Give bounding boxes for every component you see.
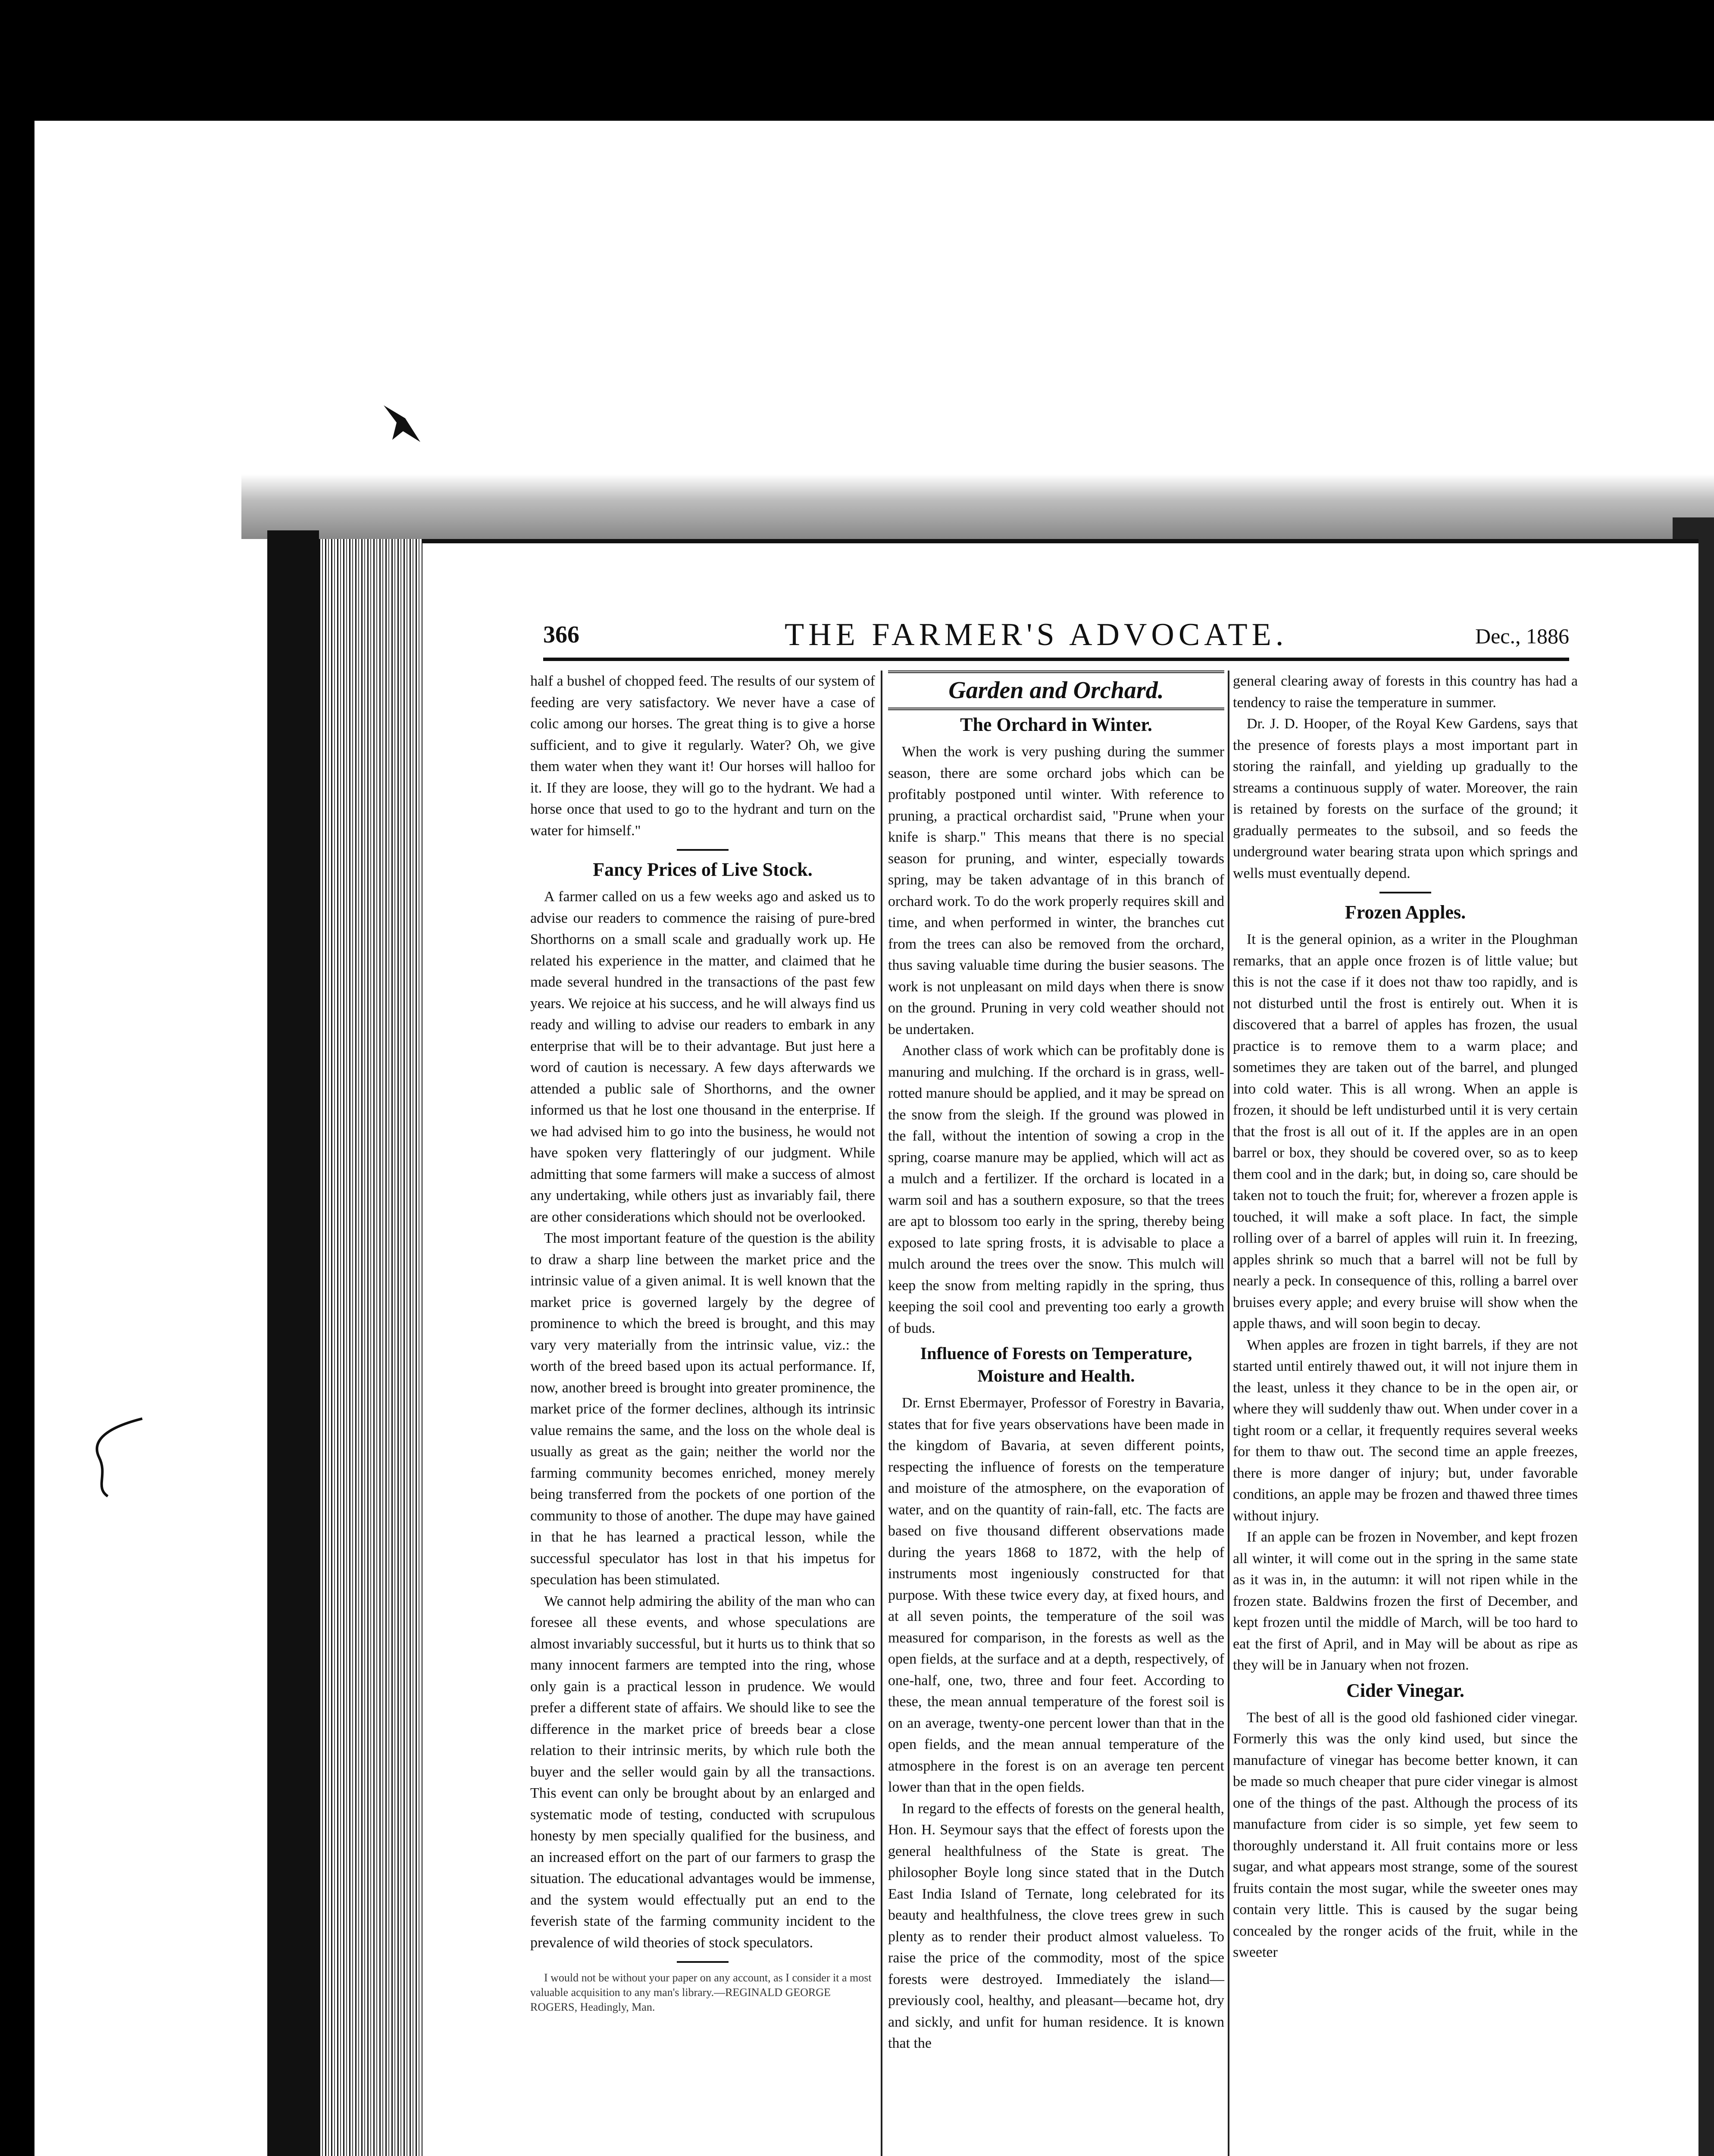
- article-separator: [677, 849, 729, 851]
- page-number: 366: [543, 621, 579, 648]
- issue-date: Dec., 1886: [1475, 624, 1569, 648]
- book-spine: [267, 530, 319, 2156]
- article-separator: [677, 1961, 729, 1963]
- column-2: [888, 671, 1224, 2054]
- article-heading: Influence of Forests on Temperature, Moisture and Health.: [920, 1344, 1192, 1385]
- ink-blot-mark: [379, 401, 427, 448]
- masthead-title: THE FARMER'S ADVOCATE.: [785, 617, 1288, 652]
- article-paragraph: Dr. Ernst Ebermayer, Professor of Forestry in Bavaria, states that for five years observations have been made in the kingdom of Bavaria, at seven different points, respecting the influence of forests on the temperature and moisture of the atmosphere, on the evaporation of water, and on the quantity of rain-fall, etc. The facts are based on five thousand different observations made during the years 1868 to 1872, with the help of instruments most ingeniously constructed for that purpose. With these twice every day, at fixed hours, and at all seven points, the temperature of the soil was measured for comparison, in the forests as well as the open fields, at the surface and at a depth, respectively, of one-half, one, two, three and four feet. According to these, the mean annual temperature of the forest soil is on an average, twenty-one percent lower than that in the open fields, and the mean annual temperature of the atmosphere in the forest is on an average ten percent lower than that in the open fields.: [888, 1395, 1224, 1795]
- article-paragraph: When the work is very pushing during the summer season, there are some orchard jobs which can be profitably postponed until winter. With reference to pruning, a practical orchardist said, "Prune when your knife is sharp." This means that there is no special season for pruning, and winter, especially towards spring, may be taken advantage of in this branch of orchard work. To do the work properly requires skill and time, and when performed in winter, the branches cut from the trees can also be removed from the orchard, thus saving valuable time during the busier seasons. The work is not unpleasant on mild days when there is snow on the ground. Pruning in very cold weather should not be undertaken.: [888, 744, 1224, 1037]
- article-separator: [1379, 892, 1431, 893]
- section-title: Garden and Orchard.: [888, 671, 1224, 710]
- column-3: [1233, 671, 1578, 1963]
- article-paragraph: We cannot help admiring the ability of the man who can foresee all these events, and whose speculations are almost invariably successful, but it hurts us to think that so many innocent farmers are tempted into the ring, whose only gain is a practical lesson in prudence. We would prefer a different state of affairs. We should like to see the difference in the market price of breeds bear a close relation to their intrinsic merits, by which rule both the buyer and the seller would gain by all the transactions. This event can only be brought about by an enlarged and systematic mode of testing, conducted with scrupulous honesty by men specially qualified for the business, and an increased effort on the part of our farmers to grasp the situation. The educational advantages would be immense, and the system would effectually put an end to the feverish state of the farming community incident to the prevalence of wild theories of stock speculators.: [530, 1593, 875, 1951]
- article-continuation: general clearing away of forests in this country has had a tendency to raise the temperature in summer.: [1233, 673, 1578, 711]
- article-paragraph: A farmer called on us a few weeks ago and asked us to advise our readers to commence the raising of pure-bred Shorthorns on a small scale and gradually work up. He related his experience in the matter, and claimed that he made several hundred in the transactions of the past few years. We rejoice at his success, and he will always find us ready and willing to advise our readers to embark in any enterprise that will be to their advantage. But just here a word of caution is necessary. A few days afterwards we attended a public sale of Shorthorns, and the owner informed us that he lost one thousand in the enterprise. If we had advised him to go into the business, he would not have spoken very flatteringly of our judgment. While admitting that some farmers will make a success of almost any undertaking, while others just as invariably fail, there are other considerations which should not be overlooked.: [530, 889, 875, 1225]
- book-top-shadow: [241, 474, 1714, 539]
- article-heading: Cider Vinegar.: [1346, 1680, 1464, 1701]
- article-paragraph: Another class of work which can be profitably done is manuring and mulching. If the orchard is in grass, well-rotted manure should be applied, and it may be spread on the snow from the sleigh. If the ground was plowed in the fall, without the intention of sowing a crop in the spring, coarse manure may be applied, which will act as a mulch and a fertilizer. If the orchard is located in a warm soil and has a southern exposure, so that the trees are apt to blossom too early in the spring, thereby being exposed to late spring frosts, it is advisable to place a mulch around the trees over the snow. This mulch will keep the snow from melting rapidly in the spring, thus keeping the soil cool and preventing too early a growth of buds.: [888, 1043, 1224, 1336]
- column-divider: [881, 671, 882, 2156]
- article-paragraph: Dr. J. D. Hooper, of the Royal Kew Gardens, says that the presence of forests plays a most important part in storing the rainfall, and yielding up gradually to the streams a continuous supply of water. Moreover, the rain is retained by forests on the surface of the ground; it gradually permeates to the subsoil, and so feeds the underground water bearing strata upon which springs and wells must eventually depend.: [1233, 716, 1578, 881]
- article-paragraph: In regard to the effects of forests on the general health, Hon. H. Seymour says that the effect of forests upon the general healthfulness of the State is great. The philosopher Boyle long since stated that in the Dutch East India Island of Ternate, long celebrated for its beauty and healthfulness, the clove trees grew in such plenty as to render their product almost valueless. To raise the price of the commodity, most of the spice forests were destroyed. Immediately the island—previously cool, healthy, and pleasant—became hot, dry and sickly, and unfit for human residence. It is known that the: [888, 1800, 1224, 2051]
- article-heading: The Orchard in Winter.: [960, 714, 1152, 735]
- article-continuation: half a bushel of chopped feed. The results of our system of feeding are very satisfactory. We never have a case of colic among our horses. The great thing is to give a horse sufficient, and to give it regularly. Water? Oh, we give them water when they want it! Our horses will halloo for it. If they are loose, they will go to the hydrant. We had a horse once that used to go to the hydrant and turn on the water for himself.": [530, 673, 875, 839]
- scan-left-border: [0, 0, 34, 2156]
- page-edges: [319, 539, 422, 2156]
- page-header: [543, 617, 1569, 655]
- article-paragraph: If an apple can be frozen in November, and kept frozen all winter, it will come out in the spring in the same state as it was in, in the autumn: it will not ripen while in the frozen state. Baldwins frozen the first of December, and kept frozen until the middle of March, will be too hard to eat the first of April, and in May will be about as ripe as they will be in January when not frozen.: [1233, 1529, 1578, 1673]
- article-paragraph: It is the general opinion, as a writer in the Ploughman remarks, that an apple once frozen is of little value; but this is not the case if it does not thaw too rapidly, and is not disturbed until the frost is entirely out. When it is discovered that a barrel of apples has frozen, the usual practice is to remove them to a warm place; and sometimes they are taken out of the barrel, and plunged into cold water. This is all wrong. When an apple is frozen, it should be left undisturbed until it is very certain that the frost is all out of it. If the apples are in an open barrel or box, they should be covered over, so as to keep them cool and in the dark; but, in doing so, care should be taken not to touch the fruit; for, wherever a frozen apple is touched, it will make a soft place. In fact, the simple rolling over of a barrel of apples will ruin it. In freezing, apples shrink so much that a barrel will not be full by nearly a peck. In consequence of this, rolling a barrel over bruises every apple; and every bruise will show when the apple thaws, and will soon begin to decay.: [1233, 931, 1578, 1332]
- column-divider: [1228, 671, 1229, 2156]
- article-paragraph: The best of all is the good old fashioned cider vinegar. Formerly this was the only kind used, but since the manufacture of vinegar has become better known, it can be made so much cheaper that pure cider vinegar is almost one of the things of the past. Although the process of its manufacture from cider is so simple, yet few seem to thoroughly understand it. All fruit contains more or less sugar, and what appears most strange, some of the sourest fruits contain the most sugar, while the sweeter ones may contain very little. This is caused by the sugar being concealed by the ronger acids of the fruit, while in the sweeter: [1233, 1709, 1578, 1960]
- article-paragraph: The most important feature of the question is the ability to draw a sharp line between the market price and the intrinsic value of a given animal. It is well known that the market price is governed largely by the degree of prominence to which the breed is brought, and this may vary very materially from the intrinsic value, viz.: the worth of the breed based upon its actual performance. If, now, another breed is brought into greater prominence, the market price of the former declines, although its intrinsic value remains the same, and the loss on the whole deal is usually as great as the gain; neither the world nor the farming community becomes enriched, money merely being transferred from the pockets of one portion of the community to those of another. The dupe may have gained in that he has learned a practical lesson, while the successful speculator has lost in that his impetus for speculation has been stimulated.: [530, 1230, 875, 1588]
- article-paragraph: When apples are frozen in tight barrels, if they are not started until entirely thawed out, it will not injure them in the least, unless it they chance to be in the open air, or where they will suddenly thaw out. When under cover in a tight room or a cellar, it frequently requires several weeks for them to thaw out. The second time an apple freezes, there is more danger of injury; but, under favorable conditions, an apple may be frozen and thawed three times without injury.: [1233, 1337, 1578, 1524]
- article-heading: Fancy Prices of Live Stock.: [593, 859, 813, 880]
- header-rule: [543, 658, 1569, 661]
- scan-top-border: [0, 0, 1714, 121]
- article-heading: Frozen Apples.: [1345, 902, 1466, 923]
- pen-scribble-mark: [82, 1414, 151, 1501]
- reader-testimonial: I would not be without your paper on any account, as I consider it a most valuable acquisition to any man's library.—REGINALD GEORGE ROGERS, Headingly, Man.: [530, 1971, 872, 2013]
- column-1: [530, 671, 875, 2015]
